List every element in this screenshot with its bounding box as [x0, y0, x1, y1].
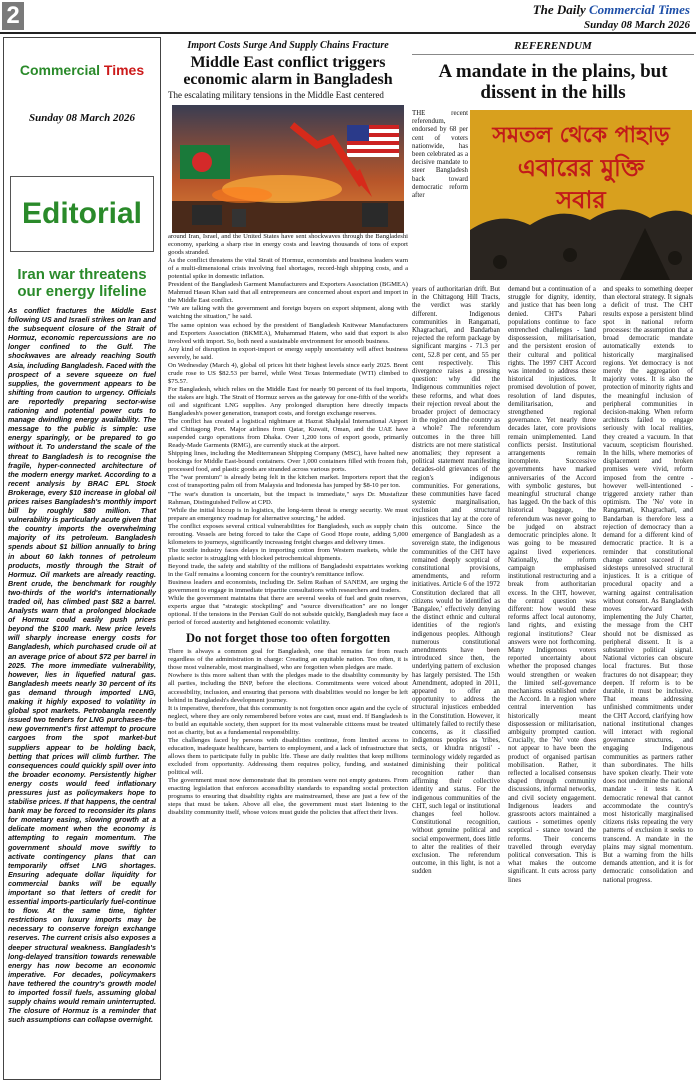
- paragraph: years of authoritarian drift. But in the Chittagong Hill Tracts, the verdict was starkly different. Indigenous communities in Rangamati, Khagrachari, and Bandarban rejected the reform package by significant margins - 71.3 per cent, 52.8 per cent, and 55 per cent respectively. This divergence raises a pressing question: why did the Indigenous communities reject these reforms, and what does their rejection reveal about the broader project of democracy in the region and the country as a whole? The referendum outcomes in the three hill districts are not mere statistical anomalies; they represent a political statement manifesting decades-old grievances of the region's indigenous communities. For generations, these communities have faced systemic marginalisation, exclusion and structural injustices that lay at the core of this outcome. Since the emergence of Bangladesh as a sovereign state, the indigenous communities of the CHT have remained deeply sceptical of constitutional provisions, amendments, and reform initiatives. Article 6 of the 1972 Constitution declared that all citizens would be identified as 'Bangalee,' effectively denying the distinct ethnic and cultural identities of the region's indigenous peoples. Although numerous constitutional amendments have been introduced since then, the underlying pattern of exclusion has largely persisted. The 15th Amendment, adopted in 2011, appeared to offer an opportunity to address the structural injustices embedded in the Constitution. However, it ultimately failed to rectify these concerns, as it classified indigenous peoples as 'tribes, sects, or khudra nrigosti' - terminology widely regarded as diminishing their political recognition rather than affirming their collective identity and status. For the indigenous communities of the CHT, such legal or institutional changes feel hollow. Constitutional recognition, without genuine political and social empowerment, does little to alter the realities of their exclusion. The referendum outcome, in this light, is not a sudden: [412, 286, 501, 876]
- brand-part2: Times: [103, 62, 145, 78]
- paragraph: and speaks to something deeper than electoral strategy. It signals a deficit of trust. The CHT results expose a persistent blind spot in national reform processes: the assumption that a broad democratic mandate automatically extends to historically marginalised regions. Yet democracy is not merely the aggregation of majority votes. It is also the protection of minority rights and the meaningful inclusion of peripheral communities in decision-making. When reform architects failed to engage seriously with local realities, they created a vacuum. In that vacuum, scepticism flourished. In the hills, where memories of displacement and broken promises were vivid, reform imposed from the centre - however well-intentioned -triggered anxiety rather than optimism. The 'No' vote in Rangamati, Khagrachari, and Bandarban is therefore less a rejection of democracy than a demand for a different kind of democratic practice. It is a reminder that constitutional change cannot succeed if it sidesteps unresolved structural injustices. It is a critique of procedural opacity and a warning against centralisation without consent. As Bangladesh moves forward with implementing the July Charter, the message from the CHT should not be dismissed as peripheral dissent. It is a substantive political signal. National victories can obscure local fractures. But those fractures do not disappear; they deepen. If reform is to be durable, it must be inclusive. That means addressing unfinished commitments under the CHT Accord, clarifying how national institutional changes will interact with regional governance structures, and engaging Indigenous communities as partners rather than subordinates. The hills have spoken clearly. Their vote does not undermine the national mandate - it tests it. A democratic renewal that cannot accommodate the country's most historically marginalised citizens risks repeating the very patterns of exclusion it seeks to transcend. A mandate in the plains may signal momentum. But a warning from the hills demands attention, and it is for democratic consolidation and national progress.: [603, 286, 693, 884]
- poster-graphic: [470, 110, 692, 280]
- section-label-box: [10, 176, 154, 252]
- paragraph: "We are talking with the government and foreign buyers on export shipment, along with watching the situation," he said.: [168, 305, 408, 321]
- paragraph: The conflict has created a logistical nightmare at Hazrat Shahjalal International Airport and Chittagong Port. Major airlines from Qatar, Kuwait, Oman, and the UAE have suspended cargo operations from Dhaka. Over 1,200 tons of export goods, primarily Ready-Made Garments (RMG), are currently stuck at the airport.: [168, 418, 408, 450]
- paragraph: The government must now demonstrate that its promises were not empty gestures. From enacting legislation that enforces accessibility standards to expanding social protection programs to ensuring that disability rights are mainstreamed, these are just a few of the steps that must be taken. Above all else, the government must start listening to the disability community itself, whose voices must guide the policies that affect their lives.: [168, 777, 408, 817]
- paragraph: "The war's duration is uncertain, but the impact is immediate," says Dr. Mustafizur Rahman, Distinguished Fellow at CPD.: [168, 490, 408, 506]
- section-label: Editorial: [21, 197, 142, 230]
- second-article-body: [168, 648, 408, 817]
- masthead-date: Sunday 08 March 2026: [583, 19, 690, 31]
- paragraph: around Iran, Israel, and the United States have sent shockwaves through the Bangladeshi economy, sparking a sharp rise in energy costs and leaving thousands of tons of export goods stranded.: [168, 233, 408, 257]
- page-number: 2: [2, 2, 24, 30]
- paragraph: Business leaders and economists, including Dr. Selim Raihan of SANEM, are urging the government to engage in immediate tripartite consultations with researchers and traders.: [168, 579, 408, 595]
- poster-line-2: এবারের মুক্তি: [517, 154, 645, 182]
- article-standfirst: The escalating military tensions in the Middle East centered: [168, 90, 384, 100]
- referendum-column-1: [412, 286, 500, 877]
- paragraph: On Wednesday (March 4), global oil prices hit their highest levels since early 2025. Brent crude rose to US $82.53 per barrel, while West Texas Intermediate (WTI) climbed to $75.57.: [168, 361, 408, 385]
- article-headline: Middle East conflict triggers economic alarm in Bangladesh: [183, 54, 393, 88]
- editorial-column: [3, 37, 161, 1080]
- referendum-article: [412, 40, 694, 884]
- editorial-body: As conflict fractures the Middle East following US and Israeli strikes on Iran and the subsequent closure of the Strait of Hormuz, economic repercussions are no longer confined to the Gulf. The shockwaves are already reaching South Asia, including Bangladesh. Faced with the prospect of a severe squeeze on fuel supplies, the government appears to be shifting from caution to urgency. Officials are reportedly preparing sector-wise rationing and potential power cuts to manage dwindling energy availability. The message to the public is simple: use energy sparingly, or be prepared to go without it. To understand the scale of the threat to Bangladesh is to recognise the fragile, hyper-connected architecture of the modern energy market. According to a recent analysis by BRAC EPL Stock Brokerage, every $10 increase in global oil prices raises Bangladesh's monthly import bill by roughly $80 million. That vulnerability is particularly acute given that the country imports the overwhelming majority of its petroleum. Bangladesh spends about $1 billion annually to bring in about 60 lakh tonnes of petroleum products, mostly through the Strait of Hormuz. Oil markets are already reacting. Brent crude, the benchmark for roughly two-thirds of the world's internationally traded oil, has climbed past $82 a barrel. Analysts warn that a prolonged blockade of Hormuz could easily push prices beyond the $100 mark. New price levels will sharply increase energy costs for Bangladesh, which purchased crude oil at an average price of about $72 per barrel in 2025. The more immediate vulnerability, however, lies in liquefied natural gas. Bangladesh meets nearly 30 percent of its gas demand through imported LNG, making it highly exposed to volatility in global spot markets. Petrobangla recently issued two tenders for LNG purchases-the new government's first attempt to procure cargoes from the spot market-but suppliers appear to be holding back, betting that prices will climb further. The consequences could quickly spill over into the broader economy. Persistently higher energy costs would feed inflationary pressures just as policymakers hope to stabilise prices. If that happens, the central bank may be forced to reconsider its plans for monetary easing, slowing growth at a delicate moment when the economy is attempting to regain momentum. The government should move swiftly to activate contingency plans that can temporarily offset LNG shortages. Ensuring adequate dollar liquidity for commercial banks will be equally important so that letters of credit for essential imports-particularly fuel-continue to flow. At the same time, tighter restrictions on luxury imports may be necessary to conserve foreign exchange reserves. The current crisis also exposes a deeper structural weakness. Bangladesh's long-delayed transition towards renewable energy has now become an economic imperative. For decades, policymakers have tethered the country's growth model to imported fossil fuels, assuming global supply chains would remain uninterrupted. The closure of Hormuz is a reminder that such assumptions can collapse overnight.: [8, 306, 156, 1025]
- referendum-column-3: [603, 286, 693, 885]
- conflict-illustration: [172, 105, 404, 233]
- paragraph: Nowhere is this more salient than with the pledges made to the disability community by all parties, including the BNP, before the elections. Commitments were voiced about accessibility, inclusion, and ensuring that persons with disabilities would no longer be left behind in Bangladesh's development journey.: [168, 672, 408, 704]
- paragraph: It is imperative, therefore, that this community is not forgotten once again and the cycle of neglect, where they are only remembered before votes are cast, must end. If Bangladesh is to build an equitable society, then support for its most vulnerable citizens must be treated not as charity, but as a fundamental responsibility.: [168, 704, 408, 736]
- article-body: [168, 233, 408, 627]
- masthead-title: [533, 2, 690, 18]
- paragraph: demand but a continuation of a struggle for dignity, identity, and justice that has been long denied. CHT's Pahari populations continue to face entrenched challenges - land dispossession, militarisation, and the persistent erosion of their cultural and political rights. The 1997 CHT Accord was intended to address these historical injustices. It promised devolution of power, resolution of land disputes, demilitarisation, and strengthened regional governance. Yet nearly three decades later, core provisions remain unimplemented. Land conflicts persist. Institutional arrangements remain incomplete. Successive governments have marked anniversaries of the Accord with symbolic gestures, but meaningful structural change has lagged. On the back of this historical baggage, the referendum was never going to be judged on abstract democratic principles alone. It was going to be measured against lived experiences. Nationally, the reform campaign emphasised institutional restructuring and a break from authoritarian excess. In the CHT, however, the central question was different: how would these reforms affect local autonomy, land rights, and existing regional institutions? Clear answers were not forthcoming. Many Indigenous voters reported uncertainty about whether the proposed changes would strengthen or weaken the limited self-governance mechanisms established under the Accord. In a region where central intervention has historically meant dispossession or militarisation, ambiguity prompted caution. Crucially, the 'No' vote does not appear to have been the product of organised partisan mobilisation. Rather, it reflected a localised consensus shaped through community discussions, informal networks, and civil society engagement. Indigenous leaders and grassroots actors maintained a cautious - sometimes openly sceptical - stance toward the reforms. Their concerns travelled through everyday political conversation. This is what makes the outcome significant. It cuts across party lines: [508, 286, 596, 884]
- brand-part1: Commercial: [19, 62, 101, 78]
- article-kicker: Import Costs Surge And Supply Chains Fracture: [187, 40, 389, 51]
- referendum-column-1-top: [412, 110, 468, 200]
- paragraph: Beyond trade, the safety and stability of the millions of Bangladeshi expatriates working in the Gulf remains a looming concern for the country's remittance inflow.: [168, 562, 408, 578]
- paragraph: President of the Bangladesh Garment Manufacturers and Exporters Association (BGMEA) Mahmud Hasan Khan said that all entrepreneurs are concerned about export and import in the Middle East conflict.: [168, 281, 408, 305]
- masthead: [533, 2, 690, 31]
- masthead-name: Commercial Times: [589, 2, 690, 17]
- paragraph: Any kind of disruption in export-import or energy supply uncertainty will affect business severely, he said.: [168, 345, 408, 361]
- paragraph: The challenges faced by persons with disabilities continue, from limited access to education, inadequate healthcare, barriers to employment, and a lack of infrastructure that allows them to participate fully in public life. These are daily realities that keep millions excluded from opportunity. Addressing them requires policy, funding, and sustained political will.: [168, 736, 408, 776]
- paragraph: "While the initial hiccup is in logistics, the long-term threat is energy security. We must prepare an emergency roadmap for alternative sourcing," he added.: [168, 506, 408, 522]
- paragraph: THE recent referendum, endorsed by 68 per cent of voters nationwide, has been celebrated as a decisive mandate to steer Bangladesh back toward democratic reform after: [412, 110, 468, 200]
- brand-logo: [4, 62, 160, 78]
- referendum-column-2: [508, 286, 596, 885]
- protest-poster: [470, 110, 692, 280]
- paragraph: There is always a common goal for Bangladesh, one that remains far from reach regardless of the administration in charge: Creating an equitable nation. Too often, it is those most vulnerable, most marginalised, who are forgotten when pledges are made.: [168, 648, 408, 672]
- poster-line-3: সবার: [556, 186, 606, 214]
- header-rule: [0, 32, 696, 34]
- paragraph: While the government maintains that there are several weeks of fuel and grain reserves, experts argue that "strategic stockpiling" and "source diversification" are no longer optional. If the tensions in the Persian Gulf do not subside quickly, Bangladesh may face a period of forced austerity and heightened economic volatility.: [168, 595, 408, 627]
- editorial-title: Iran war threatens our energy lifeline: [17, 266, 147, 300]
- middle-column: [168, 40, 408, 817]
- masthead-prefix: The Daily: [532, 2, 586, 17]
- second-article-headline: Do not forget those too often forgotten: [185, 631, 391, 646]
- paragraph: The textile industry faces delays in importing cotton from Western markets, while the plastic sector is struggling with blocked petrochemical shipments.: [168, 546, 408, 562]
- paragraph: For Bangladesh, which relies on the Middle East for nearly 90 percent of its fuel imports, the stakes are high. The Strait of Hormuz serves as the gateway for one-fifth of the world's oil and significant LNG supplies. Any prolonged disruption here directly impacts Bangladesh's power generation, transport costs, and foreign exchange reserves.: [168, 385, 408, 418]
- paragraph: The conflict exposes several critical vulnerabilities for Bangladesh, such as supply chain rerouting. Vessels are being forced to take the Cape of Good Hope route, adding 5,000 kilometers to journeys, significantly increasing freight charges and delivery times.: [168, 522, 408, 546]
- paragraph: Shipping lines, including the Mediterranean Shipping Company (MSC), have halted new bookings for Middle East-bound containers. Over 1,000 containers filled with frozen fish, processed food, and plastic goods are stranded across various ports.: [168, 450, 408, 474]
- referendum-headline: A mandate in the plains, but dissent in the hills: [438, 61, 668, 103]
- section-label: REFERENDUM: [412, 40, 694, 55]
- paragraph: The "war premium" is already being felt in the kitchen market. Importers report that the cost of transporting palm oil from Malaysia and Indonesia has jumped by $8-10 per ton.: [168, 474, 408, 490]
- paragraph: The same opinion was echoed by the president of Bangladesh Knitwear Manufacturers and Exporters Association (BKMEA), Muhammad Hatem, who said that export is also involved with import. So, both need a sustainable environment for smooth business.: [168, 321, 408, 345]
- paragraph: As the conflict threatens the vital Strait of Hormuz, economists and business leaders warn of a multi-dimensional crisis involving fuel shortages, record-high shipping costs, and a potential spike in domestic inflation.: [168, 257, 408, 281]
- article-photo: [172, 105, 404, 233]
- editorial-date: Sunday 08 March 2026: [28, 112, 136, 124]
- poster-line-1: সমতল থেকে পাহাড়: [492, 123, 670, 148]
